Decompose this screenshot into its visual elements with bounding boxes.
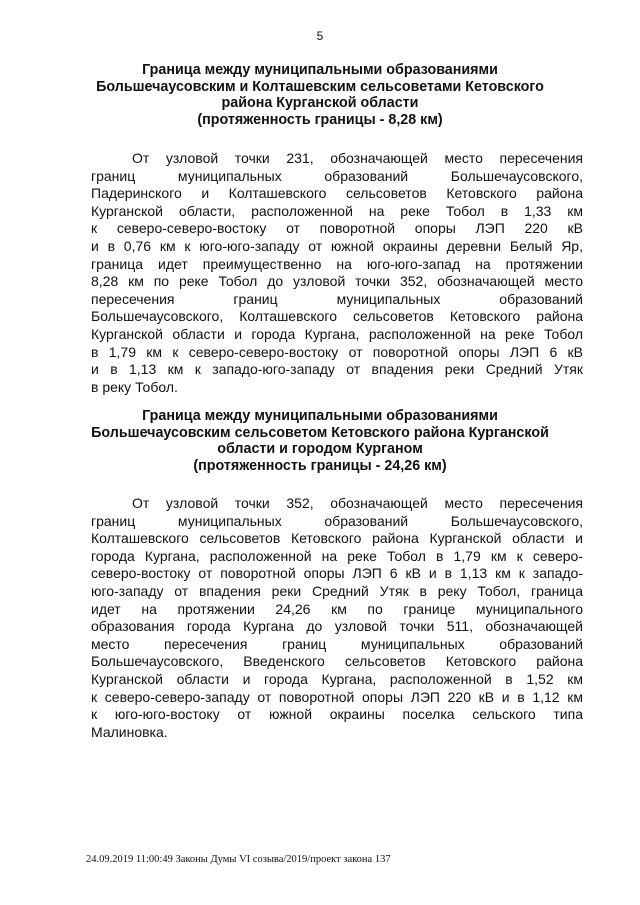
body-line: пересечения границ муниципальных образований <box>91 290 583 307</box>
heading-line: Граница между муниципальными образованиями <box>142 408 498 424</box>
section-2-body <box>91 495 583 741</box>
page-number: 5 <box>316 29 324 43</box>
body-line: образования города Кургана до узловой точки 511, обозначающей <box>91 618 583 635</box>
body-line: и в 1,13 км к западо-юго-западу от впадения реки Средний Утяк <box>91 361 583 378</box>
body-line: 8,28 км по реке Тобол до узловой точки 352, обозначающей место <box>91 273 583 290</box>
body-line: к юго-юго-востоку от южной окраины поселка сельского типа <box>91 706 583 723</box>
section-1-body <box>91 150 583 396</box>
body-line: Курганской области и города Кургана, расположенной на реке Тобол <box>91 325 583 342</box>
body-line: граница идет преимущественно на юго-юго-запад на протяжении <box>91 255 583 272</box>
body-line: Большечаусовского, Введенского сельсоветов Кетовского района <box>91 653 583 670</box>
section-1-heading <box>50 62 590 128</box>
body-line: Колташевского сельсоветов Кетовского района Курганской области и <box>91 530 583 547</box>
heading-line: Большечаусовским сельсоветом Кетовского района Курганской <box>91 424 549 441</box>
section-2 <box>0 408 640 474</box>
body-line: к северо-северо-западу от поворотной опоры ЛЭП 220 кВ и в 1,12 км <box>91 688 583 705</box>
body-line: Малиновка. <box>91 723 168 740</box>
body-line: место пересечения границ муниципальных образований <box>91 635 583 652</box>
heading-line: области и городом Курганом <box>217 441 423 457</box>
body-line: От узловой точки 231, обозначающей место пересечения <box>132 150 583 166</box>
body-line: юго-западу от впадения реки Средний Утяк в реку Тобол, граница <box>91 582 583 599</box>
body-line: границ муниципальных образований Большечаусовского, <box>91 167 583 184</box>
document-footer: 24.09.2019 11:00:49 Законы Думы VI созыва/2019/проект закона 137 <box>86 854 391 865</box>
body-line: границ муниципальных образований Большечаусовского, <box>91 512 583 529</box>
section-1 <box>0 62 640 128</box>
heading-line: Граница между муниципальными образованиями <box>142 62 498 78</box>
body-line: города Кургана, расположенной на реке Тобол в 1,79 км к северо- <box>91 547 583 564</box>
body-line: к северо-северо-востоку от поворотной опоры ЛЭП 220 кВ <box>91 220 583 237</box>
body-line: идет на протяжении 24,26 км по границе муниципального <box>91 600 583 617</box>
body-line: Падеринского и Колташевского сельсоветов Кетовского района <box>91 185 583 202</box>
heading-line: (протяженность границы - 24,26 км) <box>193 457 447 474</box>
body-line: в 1,79 км к северо-северо-востоку от поворотной опоры ЛЭП 6 кВ <box>91 343 583 360</box>
heading-line: района Курганской области <box>221 95 419 111</box>
body-line: От узловой точки 352, обозначающей место пересечения <box>132 495 583 511</box>
body-line: Курганской области, расположенной на реке Тобол в 1,33 км <box>91 202 583 219</box>
body-line: и в 0,76 км к юго-юго-западу от южной окраины деревни Белый Яр, <box>91 237 583 254</box>
body-line: северо-востоку от поворотной опоры ЛЭП 6 кВ и в 1,13 км к западо- <box>91 565 583 582</box>
body-line: Большечаусовского, Колташевского сельсоветов Кетовского района <box>91 308 583 325</box>
heading-line: (протяженность границы - 8,28 км) <box>197 111 443 128</box>
section-2-heading <box>50 408 590 474</box>
heading-line: Большечаусовским и Колташевским сельсоветами Кетовского <box>96 78 544 95</box>
body-line: в реку Тобол. <box>91 378 178 395</box>
body-line: Курганской области и города Кургана, расположенной в 1,52 км <box>91 670 583 687</box>
